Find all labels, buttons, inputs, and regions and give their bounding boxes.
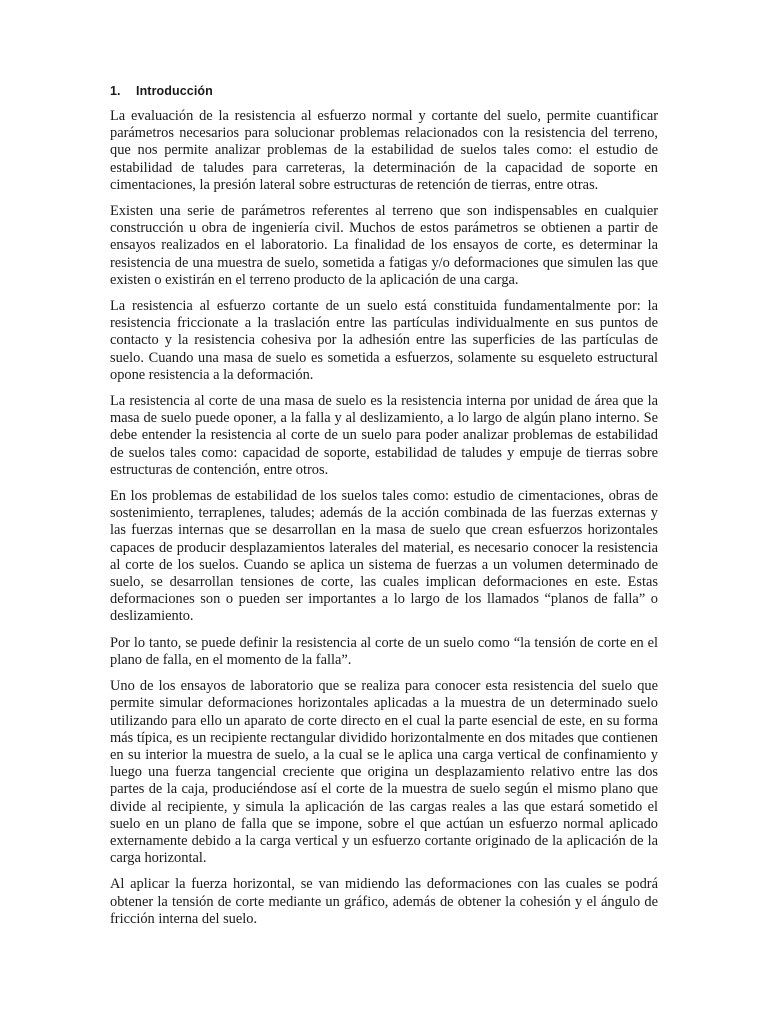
paragraph-8: Al aplicar la fuerza horizontal, se van midiendo las deformaciones con las cuales se podrá obtener la tensión de corte mediante un gráfico, además de obtener la cohesión y el ángulo de fricción interna del suelo.	[110, 876, 658, 927]
paragraph-3: La resistencia al esfuerzo cortante de un suelo está constituida fundamentalmente por: la resistencia friccionate a la traslación entre las partículas individualmente en sus puntos de contacto y la resistencia cohesiva por la adhesión entre las superficies de las partículas de suelo. Cuando una masa de suelo es sometida a esfuerzos, solamente su esqueleto estructural opone resistencia a la deformación.	[110, 298, 658, 383]
paragraph-4: La resistencia al corte de una masa de suelo es la resistencia interna por unidad de área que la masa de suelo puede oponer, a la falla y al deslizamiento, a lo largo de algún plano interno. Se debe entender la resistencia al corte de un suelo para poder analizar problemas de estabilidad de suelos tales como: capacidad de soporte, estabilidad de taludes y empuje de tierras sobre estructuras de contención, entre otros.	[110, 393, 658, 478]
paragraph-6: Por lo tanto, se puede definir la resistencia al corte de un suelo como “la tensión de corte en el plano de falla, en el momento de la falla”.	[110, 634, 658, 668]
paragraph-7: Uno de los ensayos de laboratorio que se realiza para conocer esta resistencia del suelo que permite simular deformaciones horizontales aplicadas a la muestra de un determinado suelo utilizando para ello un aparato de corte directo en el cual la parte esencial de este, en su forma más típica, es un recipiente rectangular dividido horizontalmente en dos mitades que contienen en su interior la muestra de suelo, a la cual se le aplica una carga vertical de confinamiento y luego una fuerza tangencial creciente que origina un desplazamiento relativo entre las dos partes de la caja, produciéndose así el corte de la muestra de suelo según el mismo plano que divide al recipiente, y simula la aplicación de las cargas reales a las que estará sometido el suelo en un plano de falla que se impone, sobre el que actúan un esfuerzo normal aplicado externamente debido a la carga vertical y un esfuerzo cortante originado de la aplicación de la carga horizontal.	[110, 678, 658, 867]
document-page	[110, 84, 658, 937]
section-heading	[110, 84, 658, 98]
paragraph-5: En los problemas de estabilidad de los suelos tales como: estudio de cimentaciones, obras de sostenimiento, terraplenes, taludes; además de la acción combinada de las fuerzas externas y las fuerzas internas que se desarrollan en la masa de suelo que crean esfuerzos horizontales capaces de producir desplazamientos laterales del material, es necesario conocer la resistencia al corte de los suelos. Cuando se aplica un sistema de fuerzas a un volumen determinado de suelo, se desarrollan tensiones de corte, las cuales implican deformaciones en este. Estas deformaciones son o pueden ser importantes a lo largo de los llamados “planos de falla” o deslizamiento.	[110, 488, 658, 625]
section-title: Introducción	[136, 84, 213, 98]
paragraph-2: Existen una serie de parámetros referentes al terreno que son indispensables en cualquier construcción u obra de ingeniería civil. Muchos de estos parámetros se obtienen a partir de ensayos realizados en el laboratorio. La finalidad de los ensayos de corte, es determinar la resistencia de una muestra de suelo, sometida a fatigas y/o deformaciones que simulen las que existen o existirán en el terreno producto de la aplicación de una carga.	[110, 203, 658, 288]
paragraph-1: La evaluación de la resistencia al esfuerzo normal y cortante del suelo, permite cuantificar parámetros necesarios para solucionar problemas relacionados con la resistencia del terreno, que nos permite analizar problemas de la estabilidad de suelos tales como: el estudio de estabilidad de taludes para carreteras, la determinación de la capacidad de soporte en cimentaciones, la presión lateral sobre estructuras de retención de tierras, entre otras.	[110, 108, 658, 193]
section-number: 1.	[110, 84, 121, 98]
